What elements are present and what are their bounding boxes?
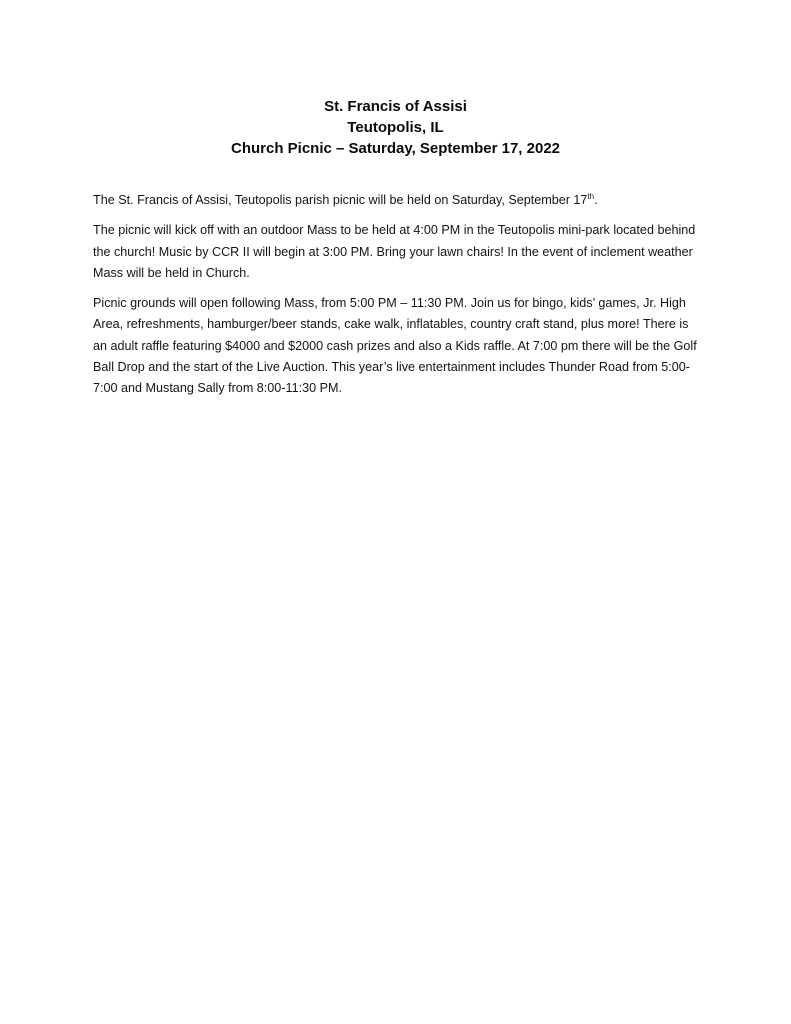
- paragraph-picnic-activities: Picnic grounds will open following Mass, from 5:00 PM – 11:30 PM. Join us for bingo, kids’ games, Jr. High Area, refreshments, hamburger/beer stands, cake walk, inflatables, country craft stand, plus more! There is an adult raffle featuring $4000 and $2000 cash prizes and also a Kids raffle. At 7:00 pm there will be the Golf Ball Drop and the start of the Live Auction. This year’s live entertainment includes Thunder Road from 5:00-7:00 and Mustang Sally from 8:00-11:30 PM.: [93, 296, 697, 396]
- ordinal-suffix: th: [587, 191, 595, 201]
- title-event-date: Church Picnic – Saturday, September 17, 2022: [230, 140, 561, 157]
- paragraph-mass-details: The picnic will kick off with an outdoor Mass to be held at 4:00 PM in the Teutopolis mini-park located behind the church! Music by CCR II will begin at 3:00 PM. Bring your lawn chairs! In the event of inclement weather Mass will be held in Church.: [93, 223, 696, 280]
- title-location: Teutopolis, IL: [347, 119, 444, 136]
- document-body: [93, 190, 705, 409]
- title-parish-name: St. Francis of Assisi: [324, 98, 467, 115]
- paragraph-announcement-end: .: [594, 193, 598, 207]
- paragraph-announcement-text: The St. Francis of Assisi, Teutopolis parish picnic will be held on Saturday, September 17: [93, 193, 588, 207]
- document-title: [0, 96, 791, 159]
- paragraph-announcement: [93, 190, 705, 211]
